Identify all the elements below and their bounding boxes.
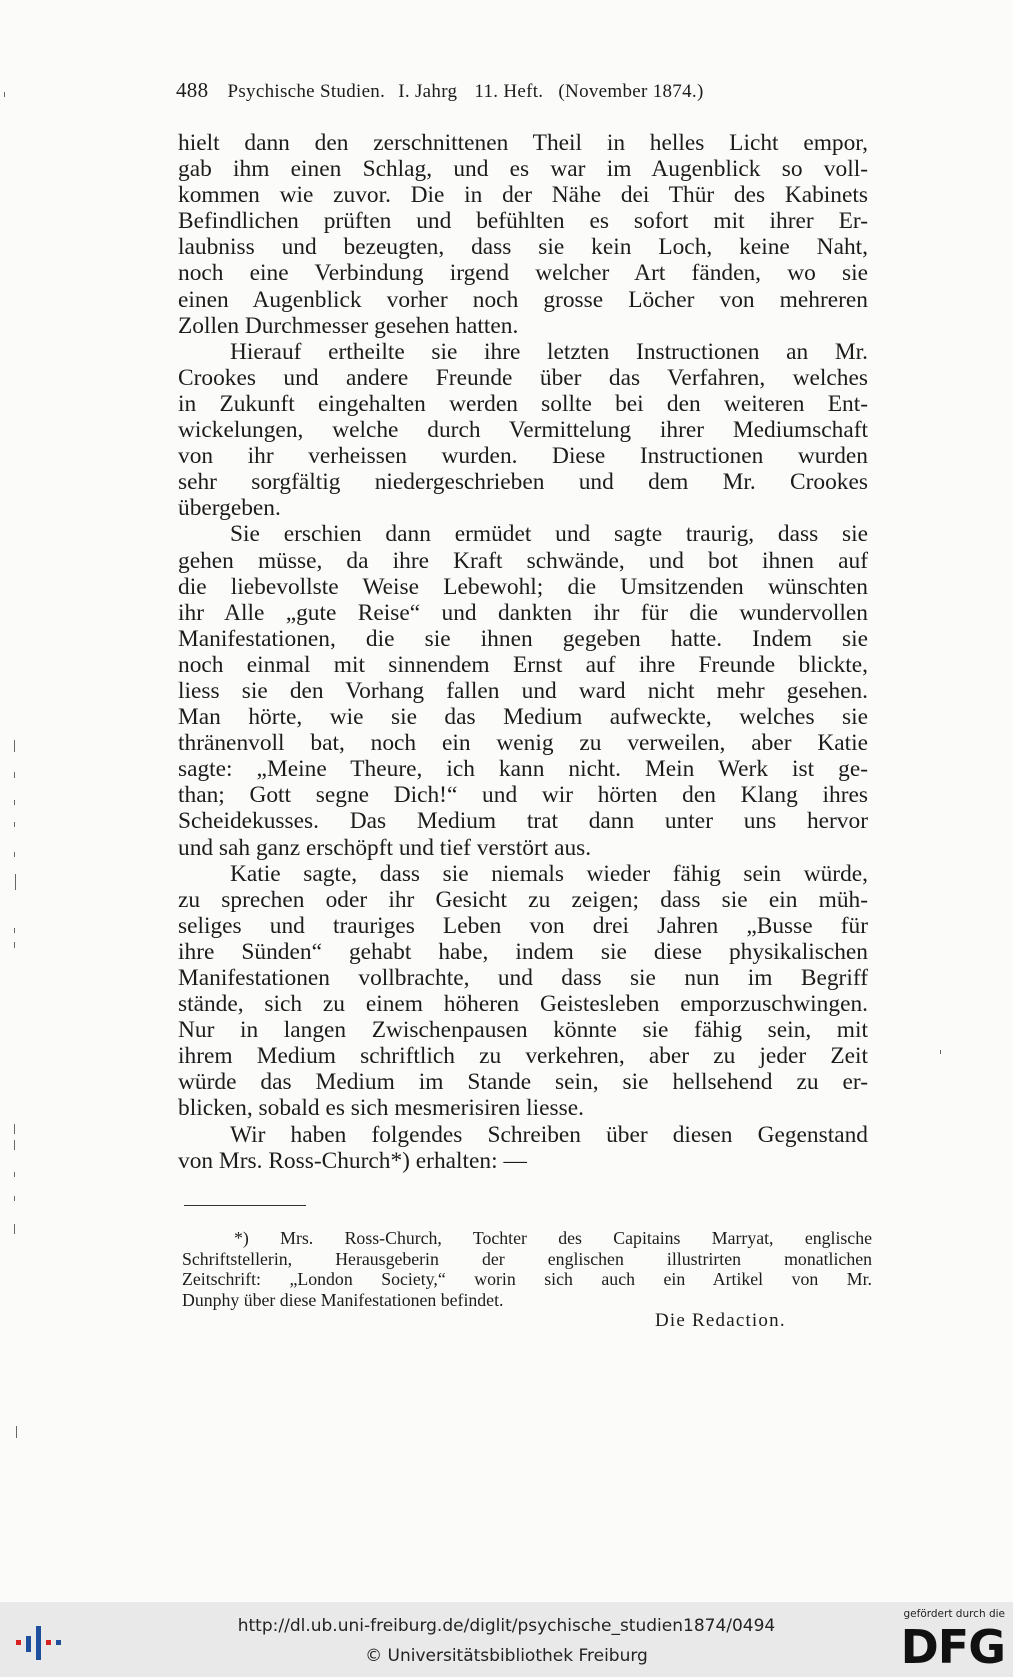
text-line: seliges und trauriges Leben von drei Jahren „Busse für — [178, 912, 868, 939]
dfg-logo-text: DFG — [900, 1620, 1005, 1674]
footnote-line: Dunphy über diese Manifestationen befindet. — [182, 1289, 504, 1310]
footnote — [182, 1228, 872, 1310]
page-url-link[interactable]: http://dl.ub.uni-freiburg.de/diglit/psychische_studien1874/0494 — [237, 1616, 776, 1636]
dfg-logo — [895, 1608, 1005, 1674]
scan-mark — [940, 1050, 941, 1054]
running-title: Psychische Studien. — [227, 81, 386, 102]
scan-mark — [14, 1124, 15, 1134]
text-line: sagte: „Meine Theure, ich kann nicht. Mein Werk ist ge- — [178, 756, 868, 783]
text-line: ihr Alle „gute Reise“ und dankten ihr für die wundervollen — [178, 599, 868, 626]
issue-label: 11. Heft. — [474, 81, 544, 102]
text-line: gab ihm einen Schlag, und es war im Augenblick so voll- — [178, 156, 868, 183]
scan-mark — [14, 740, 15, 752]
scan-mark — [14, 822, 15, 827]
volume-label: I. Jahrg — [398, 81, 458, 102]
scan-mark — [14, 800, 15, 805]
text-line: würde das Medium im Stande sein, sie hellsehend zu er- — [178, 1069, 868, 1096]
scan-mark — [15, 874, 16, 890]
issue-date: (November 1874.) — [558, 81, 704, 102]
text-line: ihre Sünden“ gehabt habe, indem sie diese physikalischen — [178, 938, 868, 965]
scan-mark — [14, 1172, 15, 1177]
text-line: Wir haben folgendes Schreiben über diesen Gegenstand — [230, 1121, 868, 1148]
text-line: übergeben. — [178, 495, 281, 522]
signature: Die Redaction. — [655, 1310, 786, 1331]
body-text — [178, 130, 868, 1174]
text-line: than; Gott segne Dich!“ und wir hörten den Klang ihres — [178, 782, 868, 809]
running-header — [176, 78, 876, 103]
footnote-line: *) Mrs. Ross-Church, Tochter des Capitains Marryat, englische — [234, 1228, 872, 1248]
text-line: Katie sagte, dass sie niemals wieder fähig sein würde, — [230, 860, 868, 887]
text-line: zu sprechen oder ihr Gesicht zu zeigen; dass sie ein müh- — [178, 886, 868, 913]
text-line: Nur in langen Zwischenpausen könnte sie fähig sein, mit — [178, 1017, 868, 1044]
page-number: 488 — [176, 78, 209, 102]
text-line: wickelungen, welche durch Vermittelung ihrer Mediumschaft — [178, 417, 868, 444]
footnote-divider — [184, 1205, 306, 1206]
text-line: sehr sorgfältig niedergeschrieben und dem Mr. Crookes — [178, 469, 868, 496]
scan-mark — [16, 1426, 17, 1438]
text-line: blicken, sobald es sich mesmerisiren liesse. — [178, 1095, 584, 1122]
text-line: die liebevollste Weise Lebewohl; die Umsitzenden wünschten — [178, 573, 868, 600]
footnote-line: Zeitschrift: „London Society,“ worin sich auch ein Artikel von Mr. — [182, 1269, 872, 1289]
scan-mark — [4, 92, 5, 97]
text-line: von Mrs. Ross-Church*) erhalten: — — [178, 1147, 527, 1174]
text-line: liess sie den Vorhang fallen und ward nicht mehr gesehen. — [178, 677, 868, 704]
text-line: Scheidekusses. Das Medium trat dann unter uns hervor — [178, 808, 868, 835]
text-line: stände, sich zu einem höheren Geistesleben emporzuschwingen. — [178, 991, 868, 1018]
text-line: Sie erschien dann ermüdet und sagte traurig, dass sie — [230, 521, 868, 548]
text-line: thränenvoll bat, noch ein wenig zu verweilen, aber Katie — [178, 730, 868, 757]
text-line: gehen müsse, da ihre Kraft schwände, und bot ihnen auf — [178, 547, 868, 574]
text-line: in Zukunft eingehalten werden sollte bei den weiteren Ent- — [178, 390, 868, 417]
text-line: von ihr verheissen wurden. Diese Instructionen wurden — [178, 443, 868, 470]
text-line: Befindlichen prüften und befühlten es sofort mit ihrer Er- — [178, 208, 868, 235]
text-line: Crookes und andere Freunde über das Verfahren, welches — [178, 364, 868, 391]
text-line: kommen wie zuvor. Die in der Nähe dei Thür des Kabinets — [178, 182, 868, 209]
text-line: einen Augenblick vorher noch grosse Löcher von mehreren — [178, 286, 868, 313]
text-line: Man hörte, wie sie das Medium aufweckte, welches sie — [178, 704, 868, 731]
text-line: laubniss und bezeugten, dass sie kein Loch, keine Naht, — [178, 234, 868, 261]
scan-mark — [14, 1140, 15, 1150]
text-line: ihrem Medium schriftlich zu verkehren, aber zu jeder Zeit — [178, 1043, 868, 1070]
scan-mark — [14, 1224, 15, 1234]
scan-mark — [14, 928, 15, 933]
text-line: Hierauf ertheilte sie ihre letzten Instructionen an Mr. — [230, 338, 868, 365]
footnote-line: Schriftstellerin, Herausgeberin der englischen illustrirten monatlichen — [182, 1248, 872, 1269]
text-line: und sah ganz erschöpft und tief verstört aus. — [178, 834, 592, 861]
scan-mark — [14, 772, 15, 778]
scan-mark — [14, 852, 15, 857]
text-line: Zollen Durchmesser gesehen hatten. — [178, 312, 519, 339]
copyright-notice: © Universitätsbibliothek Freiburg — [365, 1646, 648, 1666]
scan-mark — [14, 1196, 15, 1201]
text-line: hielt dann den zerschnittenen Theil in helles Licht empor, — [178, 130, 868, 156]
footer-bar — [0, 1602, 1013, 1677]
text-line: noch eine Verbindung irgend welcher Art fänden, wo sie — [178, 260, 868, 287]
text-line: noch einmal mit sinnendem Ernst auf ihre Freunde blickte, — [178, 651, 868, 678]
text-line: Manifestationen vollbrachte, und dass sie nun im Begriff — [178, 965, 868, 991]
scan-mark — [14, 942, 15, 948]
dfg-caption: gefördert durch die — [903, 1608, 1005, 1620]
text-line: Manifestationen, die sie ihnen gegeben hatte. Indem sie — [178, 625, 868, 652]
